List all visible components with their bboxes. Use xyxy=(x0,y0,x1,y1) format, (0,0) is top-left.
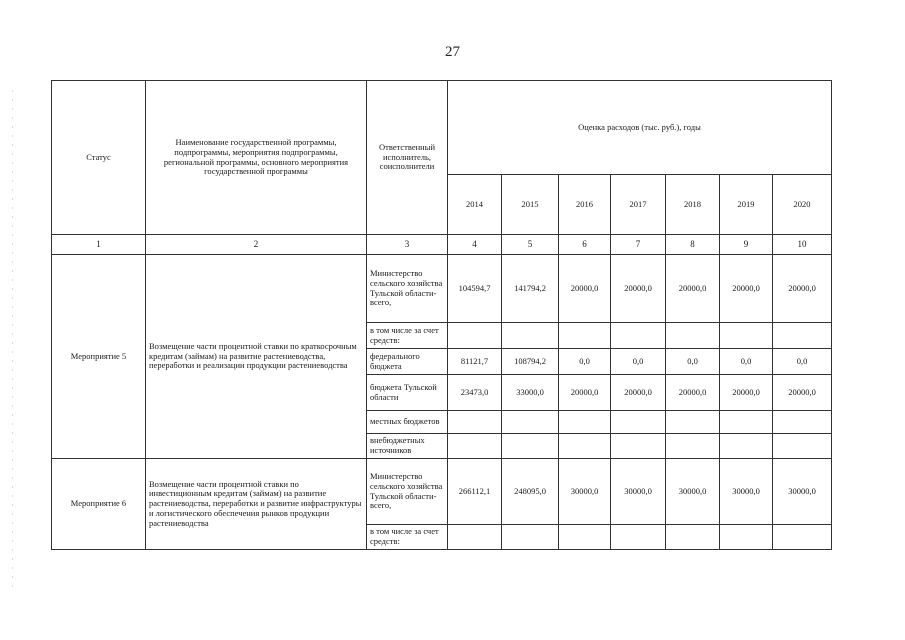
table-row xyxy=(52,459,832,525)
column-number: 2 xyxy=(146,235,367,255)
amount-cell xyxy=(773,323,832,349)
column-number: 9 xyxy=(720,235,773,255)
funding-source: бюджета Тульской области xyxy=(367,375,448,411)
amount-cell xyxy=(502,411,559,434)
amount-cell: 33000,0 xyxy=(502,375,559,411)
column-number-row xyxy=(52,235,832,255)
amount-cell xyxy=(502,434,559,459)
amount-cell xyxy=(448,434,502,459)
table-row xyxy=(52,255,832,323)
amount-cell xyxy=(611,525,666,550)
amount-cell: 20000,0 xyxy=(559,255,611,323)
amount-cell: 104594,7 xyxy=(448,255,502,323)
funding-source: в том числе за счет средств: xyxy=(367,323,448,349)
amount-cell: 30000,0 xyxy=(611,459,666,525)
year-2014: 2014 xyxy=(448,175,502,235)
amount-cell xyxy=(502,525,559,550)
column-number: 1 xyxy=(52,235,146,255)
header-estimate: Оценка расходов (тыс. руб.), годы xyxy=(448,81,832,175)
page-number: 27 xyxy=(445,44,460,60)
amount-cell: 248095,0 xyxy=(502,459,559,525)
measure-status: Мероприятие 6 xyxy=(52,459,146,550)
year-2016: 2016 xyxy=(559,175,611,235)
amount-cell: 20000,0 xyxy=(666,375,720,411)
amount-cell: 20000,0 xyxy=(611,375,666,411)
amount-cell xyxy=(559,525,611,550)
amount-cell: 0,0 xyxy=(773,349,832,375)
header-status: Статус xyxy=(52,81,146,235)
amount-cell xyxy=(773,525,832,550)
amount-cell xyxy=(720,525,773,550)
amount-cell: 20000,0 xyxy=(559,375,611,411)
amount-cell xyxy=(720,434,773,459)
year-2017: 2017 xyxy=(611,175,666,235)
amount-cell: 108794,2 xyxy=(502,349,559,375)
year-2020: 2020 xyxy=(773,175,832,235)
measure-name: Возмещение части процентной ставки по краткосрочным кредитам (займам) на развитие растениеводства, переработки и реализации продукции растениеводства xyxy=(146,255,367,459)
year-2015: 2015 xyxy=(502,175,559,235)
amount-cell: 0,0 xyxy=(559,349,611,375)
amount-cell xyxy=(611,434,666,459)
measure-name: Возмещение части процентной ставки по инвестиционным кредитам (займам) на развитие растениеводства, переработки и развитие инфраструктуры и логистического обеспечения рынков продукции растениеводства xyxy=(146,459,367,550)
amount-cell xyxy=(502,323,559,349)
funding-source: Министерство сельского хозяйства Тульской области- всего, xyxy=(367,255,448,323)
amount-cell xyxy=(448,525,502,550)
funding-source: в том числе за счет средств: xyxy=(367,525,448,550)
header-name: Наименование государственной программы, подпрограммы, мероприятия подпрограммы, региональной программы, основного мероприятия государственной программы xyxy=(146,81,367,235)
header-responsible: Ответственный исполнитель, соисполнители xyxy=(367,81,448,235)
funding-source: Министерство сельского хозяйства Тульской области- всего, xyxy=(367,459,448,525)
column-number: 10 xyxy=(773,235,832,255)
budget-table xyxy=(51,80,832,550)
column-number: 5 xyxy=(502,235,559,255)
year-2019: 2019 xyxy=(720,175,773,235)
amount-cell: 81121,7 xyxy=(448,349,502,375)
amount-cell: 30000,0 xyxy=(666,459,720,525)
amount-cell xyxy=(448,411,502,434)
amount-cell xyxy=(720,411,773,434)
amount-cell xyxy=(448,323,502,349)
amount-cell xyxy=(773,411,832,434)
amount-cell: 20000,0 xyxy=(666,255,720,323)
amount-cell: 30000,0 xyxy=(559,459,611,525)
amount-cell xyxy=(666,323,720,349)
amount-cell xyxy=(611,323,666,349)
amount-cell: 141794,2 xyxy=(502,255,559,323)
year-2018: 2018 xyxy=(666,175,720,235)
funding-source: федерального бюджета xyxy=(367,349,448,375)
amount-cell xyxy=(611,411,666,434)
column-number: 8 xyxy=(666,235,720,255)
amount-cell xyxy=(666,525,720,550)
funding-source: местных бюджетов xyxy=(367,411,448,434)
amount-cell xyxy=(559,323,611,349)
amount-cell: 20000,0 xyxy=(720,375,773,411)
funding-source: внебюджетных источников xyxy=(367,434,448,459)
amount-cell xyxy=(666,434,720,459)
column-number: 6 xyxy=(559,235,611,255)
amount-cell: 30000,0 xyxy=(720,459,773,525)
amount-cell xyxy=(773,434,832,459)
amount-cell xyxy=(559,434,611,459)
amount-cell: 0,0 xyxy=(720,349,773,375)
amount-cell: 20000,0 xyxy=(720,255,773,323)
amount-cell: 23473,0 xyxy=(448,375,502,411)
amount-cell xyxy=(666,411,720,434)
amount-cell xyxy=(720,323,773,349)
amount-cell: 20000,0 xyxy=(611,255,666,323)
scan-edge-mark xyxy=(12,90,13,590)
amount-cell: 266112,1 xyxy=(448,459,502,525)
amount-cell: 30000,0 xyxy=(773,459,832,525)
amount-cell: 0,0 xyxy=(666,349,720,375)
amount-cell xyxy=(559,411,611,434)
amount-cell: 20000,0 xyxy=(773,255,832,323)
column-number: 7 xyxy=(611,235,666,255)
amount-cell: 0,0 xyxy=(611,349,666,375)
measure-status: Мероприятие 5 xyxy=(52,255,146,459)
amount-cell: 20000,0 xyxy=(773,375,832,411)
column-number: 4 xyxy=(448,235,502,255)
column-number: 3 xyxy=(367,235,448,255)
